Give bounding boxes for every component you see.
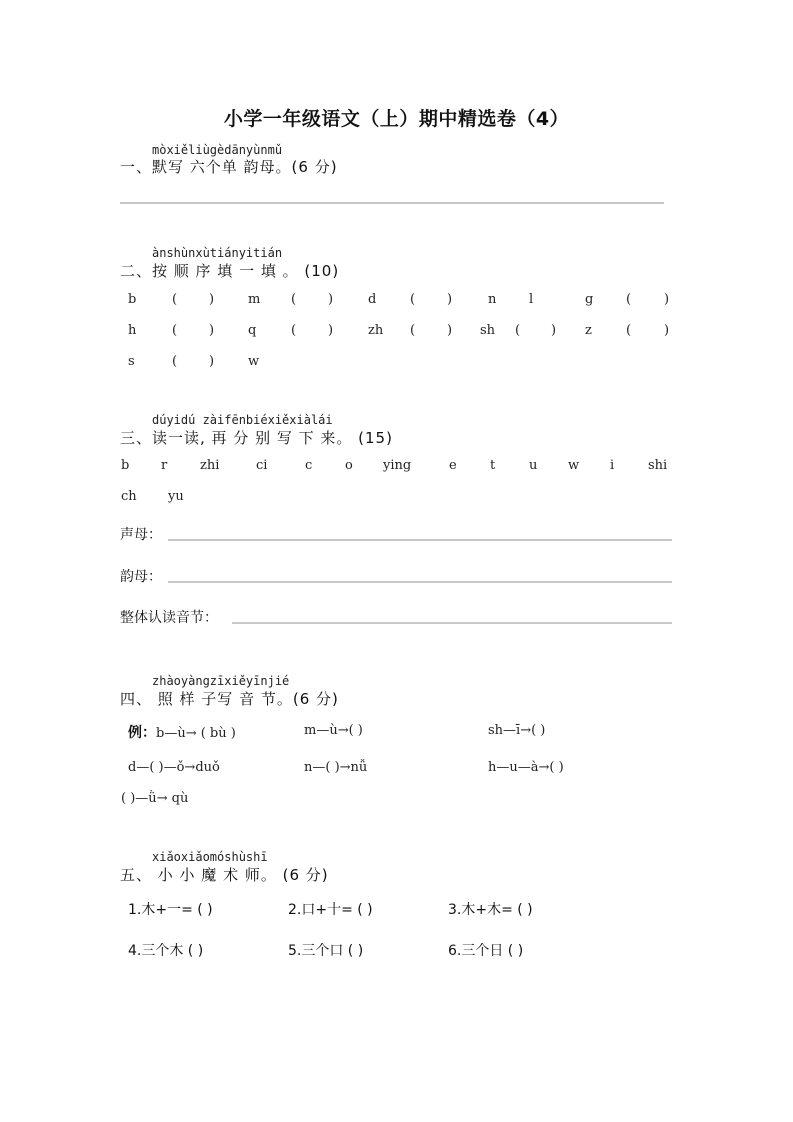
exercise-item[interactable]: sh—ī→( ) [488, 723, 546, 738]
section-1-answer-line[interactable] [120, 202, 664, 204]
blank-open[interactable]: ( [172, 292, 178, 307]
syllable: yu [168, 489, 184, 504]
section-5-pinyin: xiǎoxiǎomóshùshī [152, 850, 268, 864]
example-text: b—ù→ ( bù ) [156, 726, 236, 741]
blank-close: ) [551, 323, 557, 338]
initials-label: 声母： [120, 527, 162, 543]
letter: n [488, 292, 497, 307]
blank-open[interactable]: ( [515, 323, 521, 338]
blank-close: ) [209, 354, 215, 369]
syllable: u [529, 458, 538, 473]
syllable: shi [648, 458, 668, 473]
letter: q [248, 323, 257, 338]
blank-close: ) [209, 292, 215, 307]
page-title: 小学一年级语文（上）期中精选卷（4） [223, 108, 570, 130]
syllable: ci [256, 458, 268, 473]
section-2-pinyin: ànshùnxùtiányitián [152, 246, 283, 260]
letter: s [128, 354, 135, 369]
example-prefix: 例： [128, 725, 156, 741]
section-1-heading: 一、默写 六个单 韵母。(6 分) [120, 158, 338, 176]
exercise-item[interactable]: h—u—à→( ) [488, 760, 564, 775]
syllable: e [449, 458, 457, 473]
magic-item[interactable]: 5.三个口 ( ) [288, 943, 364, 959]
syllable: w [568, 458, 580, 473]
syllable: ying [383, 458, 412, 473]
letter: sh [480, 323, 496, 338]
magic-item[interactable]: 6.三个日 ( ) [448, 943, 524, 959]
syllable: o [345, 458, 353, 473]
blank-close: ) [664, 292, 670, 307]
magic-item[interactable]: 4.三个木 ( ) [128, 943, 204, 959]
letter: zh [368, 323, 384, 338]
letter: g [585, 292, 594, 307]
magic-item[interactable]: 2.口+十= ( ) [288, 902, 373, 918]
blank-close: ) [328, 292, 334, 307]
section-2-heading: 二、按 顺 序 填 一 填 。 (10) [120, 262, 340, 280]
blank-open[interactable]: ( [410, 292, 416, 307]
blank-close: ) [209, 323, 215, 338]
blank-open[interactable]: ( [291, 323, 297, 338]
example-item [128, 722, 236, 742]
letter: h [128, 323, 137, 338]
letter: m [248, 292, 261, 307]
blank-close: ) [328, 323, 334, 338]
exercise-item[interactable]: n—( )→nǚ [304, 760, 368, 775]
letter: l [529, 292, 534, 307]
finals-answer-line[interactable] [168, 581, 672, 583]
syllable: b [121, 458, 130, 473]
blank-close: ) [664, 323, 670, 338]
blank-close: ) [447, 323, 453, 338]
section-1-pinyin: mòxiěliùgèdānyùnmǔ [152, 143, 283, 157]
syllable: zhi [200, 458, 220, 473]
blank-open[interactable]: ( [172, 354, 178, 369]
whole-syllables-answer-line[interactable] [232, 622, 672, 624]
section-3-heading: 三、读一读, 再 分 别 写 下 来。 (15) [120, 429, 393, 447]
blank-close: ) [447, 292, 453, 307]
magic-item[interactable]: 1.木+一= ( ) [128, 902, 213, 918]
syllable: i [610, 458, 615, 473]
exercise-item[interactable]: m—ù→( ) [304, 723, 363, 738]
letter: z [585, 323, 592, 338]
whole-syllables-label: 整体认读音节： [120, 610, 218, 626]
finals-label: 韵母： [120, 569, 162, 585]
magic-item[interactable]: 3.木+木= ( ) [448, 902, 533, 918]
section-4-pinyin: zhàoyàngzīxiěyīnjié [152, 674, 290, 688]
syllable: c [305, 458, 313, 473]
blank-open[interactable]: ( [626, 323, 632, 338]
blank-open[interactable]: ( [291, 292, 297, 307]
syllable: ch [121, 489, 137, 504]
blank-open[interactable]: ( [172, 323, 178, 338]
exercise-item[interactable]: d—( )—ǒ→duǒ [128, 760, 220, 775]
letter: w [248, 354, 260, 369]
section-4-heading: 四、 照 样 子写 音 节。(6 分) [120, 690, 339, 708]
blank-open[interactable]: ( [626, 292, 632, 307]
syllable: t [490, 458, 496, 473]
exercise-item[interactable]: ( )—ǜ→ qù [121, 791, 189, 806]
initials-answer-line[interactable] [168, 539, 672, 541]
letter: b [128, 292, 137, 307]
section-3-pinyin: dúyidú zàifēnbiéxiěxiàlái [152, 413, 333, 427]
letter: d [368, 292, 377, 307]
blank-open[interactable]: ( [410, 323, 416, 338]
syllable: r [161, 458, 168, 473]
section-5-heading: 五、 小 小 魔 术 师。 (6 分) [120, 866, 329, 884]
